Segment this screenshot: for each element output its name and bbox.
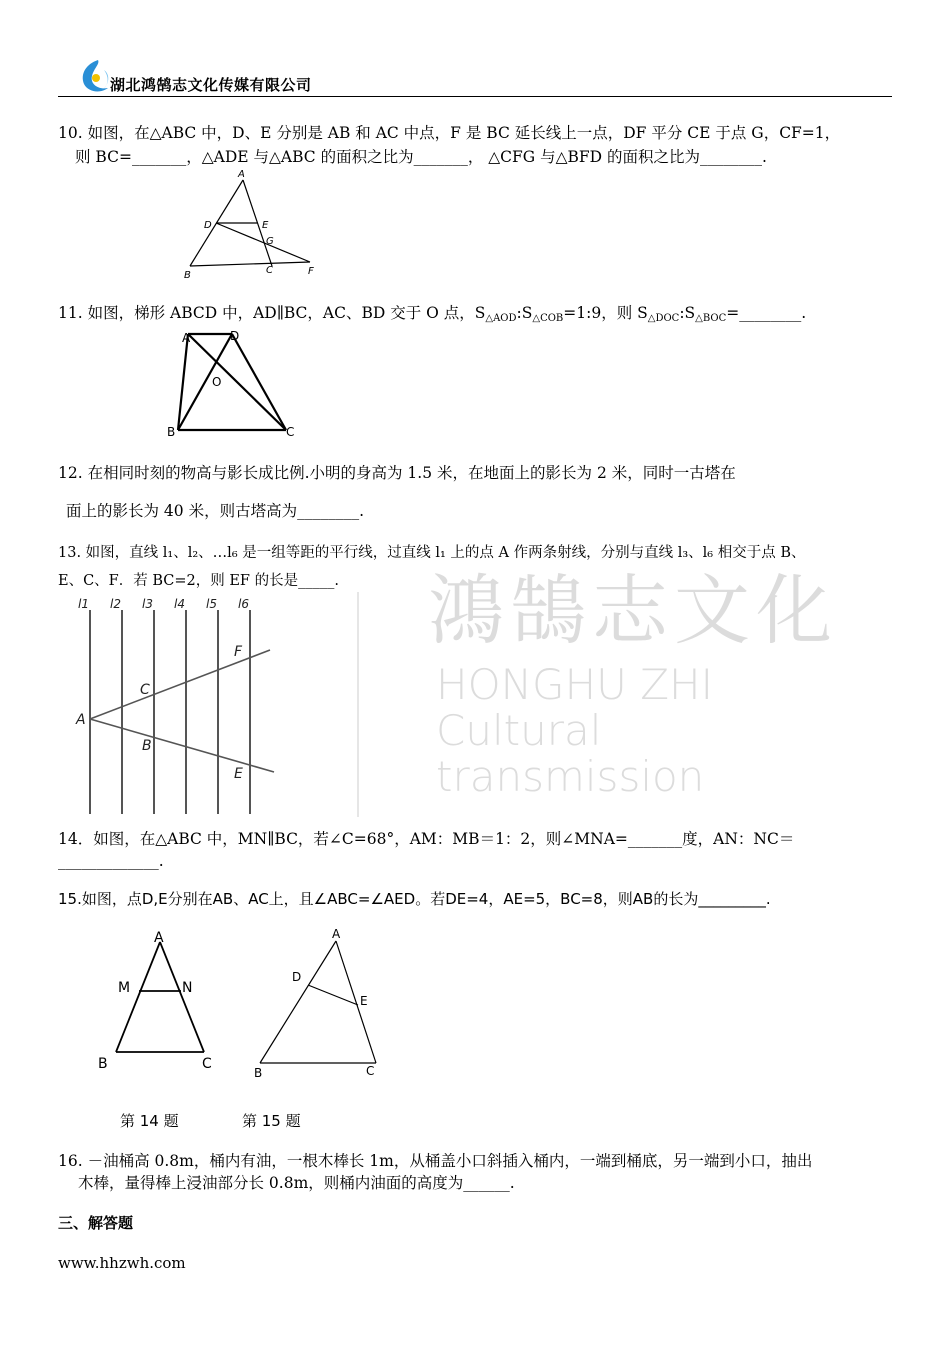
q13-ray-ab [90,719,274,772]
q13-ray-ac [90,650,270,719]
q11-s4-sub: △BOC [695,313,727,324]
q13-line2: E、C、F．若 BC=2，则 EF 的长是_____. [58,573,339,589]
q13-label-f: F [234,644,243,660]
q14-label-b: B [98,1056,108,1072]
q13-label-e: E [234,766,243,782]
q11-colon2: :S [679,304,696,322]
q11-label-a: A [182,331,191,345]
q15-label-e: E [360,994,368,1008]
q11-label-o: O [212,375,222,389]
watermark-en3: transmission [436,752,705,801]
q13-figure [70,592,370,817]
watermark-en2: Cultural [436,706,602,755]
footer-url[interactable]: www.hhzwh.com [58,1254,186,1272]
watermark-en1: HONGHU ZHI [436,660,714,709]
q10-label-a: A [238,169,245,180]
q15-label-b: B [254,1066,263,1080]
q11-s1-sub: △AOD [485,313,517,324]
q11-label-d: D [230,329,240,343]
q11-prefix: 11. 如图，梯形 ABCD 中，AD∥BC，AC、BD 交于 O 点，S [58,304,486,322]
q13-label-l5: l5 [206,597,217,611]
q13-label-l3: l3 [142,597,153,611]
caption-q14: 第 14 题 [120,1112,179,1130]
header-divider [58,96,892,97]
q10-line2: 则 BC=_______，△ADE 与△ABC 的面积之比为_______， △CFG 与△BFD 的面积之比为________. [75,148,767,166]
q11-text [58,302,806,330]
q13-label-b: B [142,738,152,754]
q13-label-a: A [76,712,86,728]
q11-label-c: C [286,425,295,439]
q13-line1: 13. 如图，直线 l₁、l₂、…l₆ 是一组等距的平行线，过直线 l₁ 上的点 A 作两条射线，分别与直线 l₃、l₆ 相交于点 B、 [58,545,806,561]
q11-ratio: =1:9，则 S [563,304,648,322]
q15-text: 15.如图，点D,E分别在AB、AC上，且∠ABC=∠AED。若DE=4，AE=5，BC=8，则AB的长为_________. [58,890,771,908]
q15-figure [250,925,390,1080]
watermark-cn: 鴻鵠志文化 [428,566,838,655]
q15-label-c: C [366,1064,375,1078]
section-title: 三、解答题 [58,1214,134,1232]
q14-line1: 14．如图，在△ABC 中，MN∥BC，若∠C=68°，AM：MB＝1：2，则∠MNA=_______度，AN：NC＝ [58,830,795,848]
q11-colon1: :S [516,304,533,322]
q13-label-l6: l6 [238,597,249,611]
q13-label-l2: l2 [110,597,121,611]
q15-label-a: A [332,927,341,941]
q11-label-b: B [167,425,176,439]
q14-label-a: A [154,930,164,946]
q13-label-l4: l4 [174,597,185,611]
q11-suffix: =________. [726,304,807,322]
q15-label-d: D [292,970,302,984]
q14-figure [92,928,222,1073]
q14-label-c: C [202,1056,212,1072]
q10-label-f: F [308,266,314,277]
q12-line2: 面上的影长为 40 米，则古塔高为________. [66,502,365,520]
q10-label-d: D [204,220,212,231]
q10-label-e: E [262,220,269,231]
q11-s2-sub: △COB [532,313,564,324]
q10-seg-bf [190,262,310,266]
q13-label-c: C [140,682,150,698]
caption-q15: 第 15 题 [242,1112,301,1130]
q10-label-b: B [184,270,191,281]
q10-label-g: G [266,236,274,247]
q10-line1: 10. 如图，在△ABC 中，D、E 分别是 AB 和 AC 中点，F 是 BC 延长线上一点，DF 平分 CE 于点 G，CF=1， [58,124,841,142]
q16-line2: 木棒，量得棒上浸油部分长 0.8m，则桶内油面的高度为______. [78,1174,515,1192]
company-name: 湖北鸿鹄志文化传媒有限公司 [110,76,312,94]
q14-line2: _____________. [58,852,164,870]
q16-line1: 16. －油桶高 0.8m，桶内有油，一根木棒长 1m，从桶盖小口斜插入桶内，一端到桶底，另一端到小口，抽出 [58,1152,813,1170]
q10-label-c: C [266,265,273,276]
q13-label-l1: l1 [78,597,89,611]
q14-label-m: M [118,980,131,996]
q11-s3-sub: △DOC [647,313,680,324]
q10-figure [180,168,320,288]
q12-line1: 12. 在相同时刻的物高与影长成比例.小明的身高为 1.5 米，在地面上的影长为 2 米，同时一古塔在 [58,464,736,482]
q14-label-n: N [182,980,193,996]
q11-figure [164,328,304,438]
